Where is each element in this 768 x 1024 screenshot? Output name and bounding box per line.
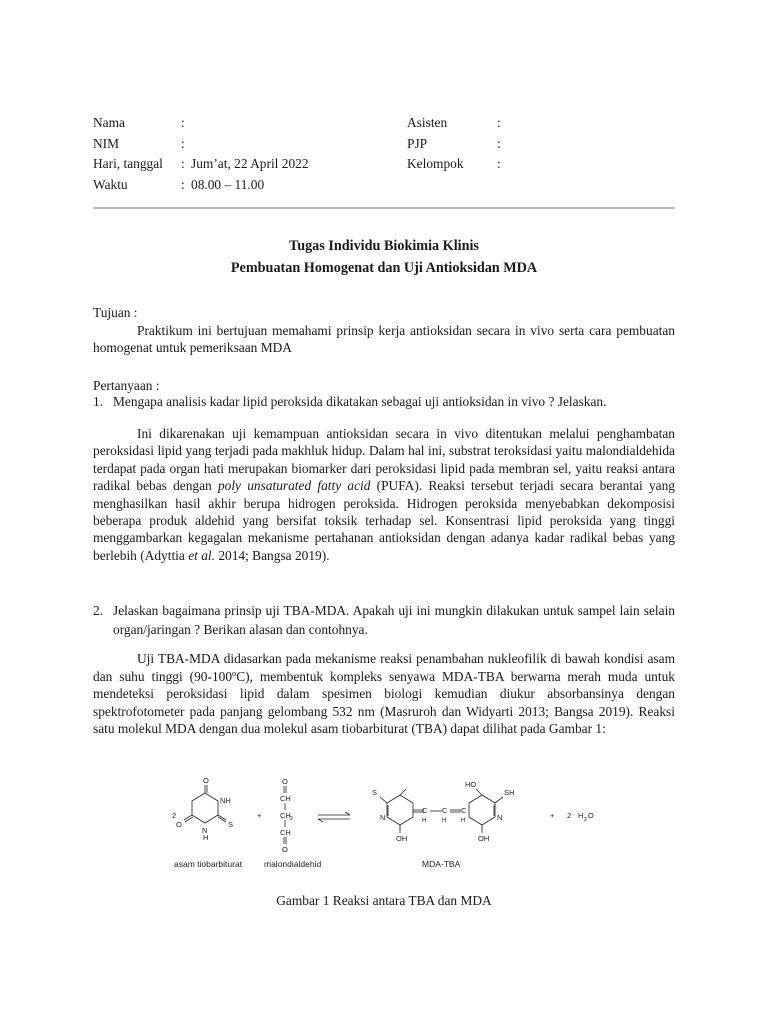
field-pjp <box>407 134 501 155</box>
svg-text:CH: CH <box>280 794 291 803</box>
svg-text:H: H <box>578 811 584 820</box>
svg-text:N: N <box>380 813 386 822</box>
label-tba: asam tiobarbiturat <box>174 859 243 869</box>
field-label: Kelompok <box>407 156 464 171</box>
svg-text:H: H <box>422 818 427 824</box>
svg-text:2: 2 <box>584 817 587 823</box>
field-colon: : <box>497 135 501 151</box>
field-colon: : <box>181 115 185 130</box>
water-formula <box>567 811 594 823</box>
svg-text:C: C <box>461 806 467 815</box>
svg-text:2: 2 <box>290 816 293 822</box>
field-label: Asisten <box>407 115 448 130</box>
svg-text:CH: CH <box>280 828 291 837</box>
svg-text:C: C <box>442 806 448 815</box>
field-kelompok <box>407 154 501 175</box>
figure-caption: Gambar 1 Reaksi antara TBA dan MDA <box>276 893 492 908</box>
svg-text:NH: NH <box>220 796 231 805</box>
equilibrium-arrow-icon <box>318 812 350 822</box>
field-colon: : <box>497 156 501 171</box>
label-product: MDA-TBA <box>422 859 461 869</box>
question-text: Mengapa analisis kadar lipid peroksida dikatakan sebagai uji antioksidan in vivo ? Jelaskan. <box>113 394 607 409</box>
document-subtitle: Pembuatan Homogenat dan Uji Antioksidan MDA <box>230 260 538 276</box>
plus-sign: + <box>257 811 262 820</box>
field-value: Jum’at, 22 April 2022 <box>191 156 309 171</box>
field-asisten <box>407 113 501 134</box>
svg-text:SH: SH <box>504 788 515 797</box>
field-nama <box>93 113 309 134</box>
question-2 <box>93 601 675 639</box>
svg-text:O: O <box>203 776 209 785</box>
svg-text:S: S <box>228 820 234 829</box>
svg-text:2: 2 <box>567 811 572 820</box>
svg-text:O: O <box>282 777 288 786</box>
svg-text:OH: OH <box>396 834 408 843</box>
svg-text:C: C <box>422 806 428 815</box>
pertanyaan-heading: Pertanyaan : <box>93 378 160 393</box>
answer-italic-etal: et al. <box>188 547 215 563</box>
svg-text:HO: HO <box>465 780 477 789</box>
header-left <box>93 113 309 195</box>
tba-coefficient: 2 <box>172 811 177 820</box>
svg-text:O: O <box>176 820 182 829</box>
plus-sign: + <box>550 811 555 820</box>
field-waktu <box>93 175 309 196</box>
field-label: NIM <box>93 135 120 151</box>
tujuan-body: Praktikum ini bertujuan memahami prinsip kerja antioksidan secara in vivo serta cara pembuatan homogenat untuk pemeriksaan MDA <box>93 323 675 356</box>
field-colon: : <box>181 156 185 171</box>
answer-italic-term: poly unsaturated fatty acid <box>217 478 371 494</box>
field-hari-tanggal <box>93 154 309 175</box>
svg-text:H: H <box>442 818 447 824</box>
question-text: Jelaskan bagaimana prinsip uji TBA-MDA. Apakah uji ini mungkin dilakukan untuk sampel lain selain organ/jaringan ? Berikan alasan dan contohnya. <box>113 603 675 637</box>
answer-text: 2014; Bangsa 2019). <box>214 547 330 563</box>
answer-1 <box>93 425 675 564</box>
svg-text:H: H <box>461 818 466 824</box>
mda-tba-structure <box>372 780 514 843</box>
svg-text:O: O <box>282 845 288 854</box>
svg-text:H: H <box>203 833 209 842</box>
svg-text:N: N <box>202 826 208 835</box>
question-number: 1. <box>93 394 104 409</box>
field-label: Nama <box>93 115 125 130</box>
header-divider <box>93 207 675 209</box>
document-title: Tugas Individu Biokimia Klinis <box>289 238 479 254</box>
answer-text: Ini dikarenakan uji kemampuan antioksidan secara in vivo ditentukan melalui penghambatan peroksidasi lipid yang terjadi pada makhluk hidup. Dalam hal ini, substrat teroksidasi yaitu malondialdehida terdapat pada organ hati merupakan biomarker dari peroksidasi lipid pada membran sel, yaitu reaksi antara radikal bebas dengan <box>93 426 675 494</box>
svg-text:CH: CH <box>280 811 291 820</box>
question-number: 2. <box>93 603 104 618</box>
field-label: PJP <box>407 135 428 151</box>
svg-text:N: N <box>497 813 503 822</box>
field-label: Hari, tanggal <box>93 156 163 171</box>
answer-2: Uji TBA-MDA didasarkan pada mekanisme reaksi penambahan nukleofilik di bawah kondisi asam dan suhu tinggi (90-100ºC), membentuk kompleks senyawa MDA-TBA berwarna merah muda untuk mendeteksi peroksidasi lipid dalam spesimen biologi kemudian diukur absorbansinya dengan spektrofotometer pada panjang gelombang 532 nm (Masruroh dan Widyarti 2013; Bangsa 2019). Reaksi satu molekul MDA dengan dua molekul asam tiobarbiturat (TBA) dapat dilihat pada Gambar 1: <box>93 651 675 737</box>
svg-text:OH: OH <box>478 834 490 843</box>
field-nim <box>93 134 309 155</box>
svg-text:S: S <box>372 788 378 797</box>
field-label: Waktu <box>93 176 128 192</box>
tba-structure <box>176 776 233 842</box>
field-value: 08.00 – 11.00 <box>191 176 265 192</box>
mda-structure <box>280 777 293 854</box>
answer-text: (PUFA). Reaksi tersebut terjadi secara berantai yang menghasilkan hasil akhir berupa hidrogen peroksida. Hidrogen peroksida menyebabkan dekomposisi beberapa produk aldehid yang bersifat toksik terhadap sel. Konsentrasi lipid peroksida yang tinggi menggambarkan kegagalan mekanisme pertahanan antioksidan dengan adanya kadar radikal bebas yang berlebih (Adyttia <box>93 478 675 563</box>
label-mda: malondialdehid <box>264 859 322 869</box>
field-colon: : <box>181 135 185 151</box>
question-1 <box>93 393 675 411</box>
field-colon: : <box>497 115 501 130</box>
field-colon: : <box>181 176 185 192</box>
header-right <box>407 113 501 175</box>
tujuan-heading: Tujuan : <box>93 305 138 320</box>
reaction-figure <box>160 775 620 875</box>
svg-text:O: O <box>588 811 594 820</box>
